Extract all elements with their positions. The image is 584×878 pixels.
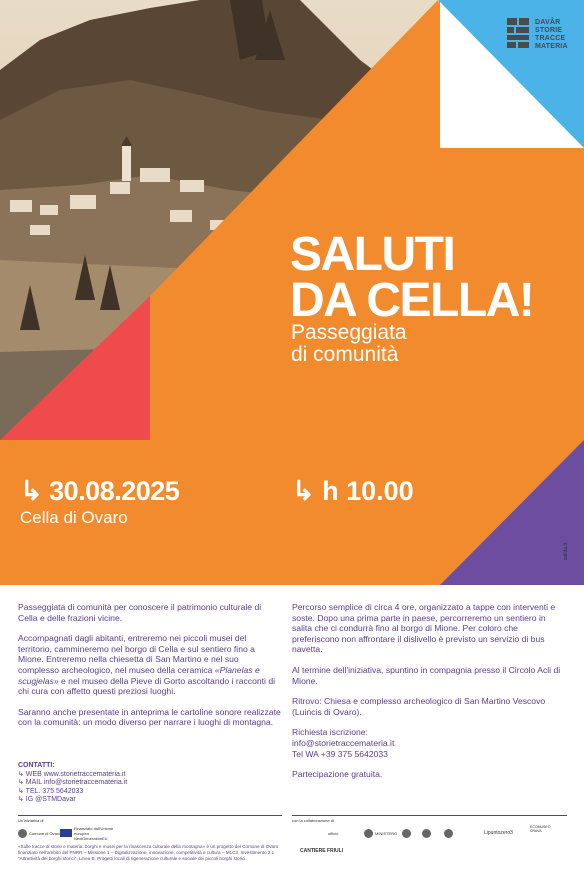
logo-line: TRACCE bbox=[535, 35, 566, 42]
time-value: h 10.00 bbox=[322, 476, 414, 506]
snack-paragraph: Al termine dell'iniziativa, spuntino in compagnia presso il Circolo Acli di Mione. bbox=[292, 664, 561, 686]
registration-paragraph bbox=[292, 727, 562, 759]
footer-right bbox=[292, 815, 567, 854]
registration-email[interactable]: info@storietraccemateria.it bbox=[292, 737, 395, 748]
partner-logo: CANTIERE FRIULI bbox=[300, 848, 344, 854]
description-left bbox=[18, 602, 282, 738]
contacts-heading: CONTATTI: bbox=[18, 762, 55, 769]
contacts bbox=[18, 762, 218, 805]
partner-logo-icon bbox=[444, 829, 453, 838]
partner-logo bbox=[444, 827, 453, 839]
logo-comune bbox=[18, 827, 60, 839]
event-title bbox=[290, 228, 534, 327]
collaboration-label: con la collaborazione di bbox=[292, 818, 334, 823]
partner-logo-icon bbox=[422, 829, 431, 838]
partner-logo bbox=[364, 827, 397, 839]
partner-logo-icon bbox=[402, 829, 411, 838]
side-code: salida.it bbox=[563, 543, 569, 560]
logo-eu bbox=[60, 827, 122, 839]
photo-bell-tower bbox=[122, 146, 131, 181]
date-value: 30.08.2025 bbox=[49, 476, 180, 506]
event-subtitle bbox=[291, 322, 407, 366]
program-text: Accompagnati dagli abitanti, entreremo nei piccoli musei del territorio, cammineremo nel borgo di Cella e sul sentiero fino a Mione. Entreremo nella chiesetta di San Martino e nel suo complesso archeologico, nel museo della ceramica bbox=[18, 633, 255, 675]
footer-left bbox=[18, 815, 282, 841]
registration-label: Richiesta iscrizione: bbox=[292, 727, 368, 738]
subtitle-line-2: di comunità bbox=[291, 343, 399, 366]
route-paragraph: Percorso semplice di circa 4 ore, organizzato a tappe con interventi e soste. Dopo una prima parte in paese, percorreremo un sentiero in salita che ci condurrà fino al borgo di Mione. Per coloro che preferiscono non affrontare il dislivello è previsto un servizio di bus navetta. bbox=[292, 602, 556, 655]
logo-text bbox=[535, 19, 568, 51]
funding-note: «Sulle tracce di storie e materia: borghi e musei per la rinascenza culturale della montagna» è un progetto del Comune di Ovaro finanziato nell'ambito del PNRR – Missione 1 – Digitalizzazione, innovazione, competitività e cultura – M1C3, Investimento 2.1 "Attrattività dei borghi storici", Linea B. Progetti locali di rigenerazione culturale e sociale dei piccoli borghi storici. bbox=[18, 844, 279, 861]
meeting-point-paragraph: Ritrovo: Chiesa e complesso archeologico di San Martino Vescovo (Luincis di Ovaro). bbox=[292, 696, 546, 717]
logo-mark-icon bbox=[507, 18, 531, 48]
event-time bbox=[292, 476, 414, 507]
contact-instagram[interactable]: ↳ IG @STMDavar bbox=[18, 796, 76, 803]
partner-logo: Lipuntozero3 bbox=[484, 830, 513, 836]
museum-name: «Planelas e scugjelas» bbox=[18, 664, 260, 686]
logo-line: DAVÂR bbox=[535, 19, 561, 26]
partner-logo: ufficio bbox=[328, 830, 339, 836]
contact-tel[interactable]: ↳ TEL. 375 5642033 bbox=[18, 787, 84, 795]
program-paragraph bbox=[18, 633, 282, 697]
partner-logo bbox=[422, 827, 431, 839]
logo-eu-text: Finanziato dall'Unione europea NextGenerationEU bbox=[74, 825, 114, 841]
title-line-2: DA CELLA! bbox=[290, 274, 534, 327]
partner-logo-text: MINISTERO bbox=[375, 830, 398, 836]
title-line-1: SALUTI bbox=[290, 228, 455, 281]
intro-paragraph: Passeggiata di comunità per conoscere il patrimonio culturale di Cella e delle frazioni vicine. bbox=[18, 602, 262, 623]
eu-flag-icon bbox=[60, 829, 72, 837]
description-right bbox=[292, 602, 562, 790]
event-date bbox=[20, 476, 179, 507]
contact-mail[interactable]: ↳ MAIL info@storietraccemateria.it bbox=[18, 779, 128, 786]
partner-logo bbox=[402, 827, 411, 839]
divider bbox=[18, 815, 282, 816]
logo-line: MATERIA bbox=[535, 43, 568, 50]
arrow-icon: ↳ bbox=[20, 476, 43, 506]
arrow-icon: ↳ bbox=[292, 476, 315, 506]
event-place: Cella di Ovaro bbox=[20, 508, 128, 527]
divider bbox=[292, 815, 567, 816]
partner-logo: ECOMUSEO CRAVA bbox=[530, 825, 551, 833]
coat-of-arms-icon bbox=[18, 829, 27, 838]
logo-comune-text: Comune di Ovaro bbox=[29, 830, 61, 836]
registration-phone[interactable]: Tel WA +39 375 5642033 bbox=[292, 748, 388, 759]
contact-web[interactable]: ↳ WEB www.storietraccemateria.it bbox=[18, 770, 126, 778]
logo bbox=[507, 18, 577, 50]
postcards-paragraph: Saranno anche presentate in anteprima le cartoline sonore realizzate con la comunità: un modo diverso per narrare i luoghi di montagna. bbox=[18, 706, 281, 728]
free-participation: Partecipazione gratuita. bbox=[292, 769, 383, 780]
initiative-label: Un'iniziativa di bbox=[18, 818, 44, 823]
program-text-end: e nel museo della Pieve di Gorto ascoltando i racconti di chi cura con affetto questi preziosi luoghi. bbox=[18, 675, 276, 697]
logo-line: STORIE bbox=[535, 27, 563, 34]
emblem-icon bbox=[364, 829, 373, 838]
subtitle-line-1: Passeggiata bbox=[291, 321, 407, 344]
